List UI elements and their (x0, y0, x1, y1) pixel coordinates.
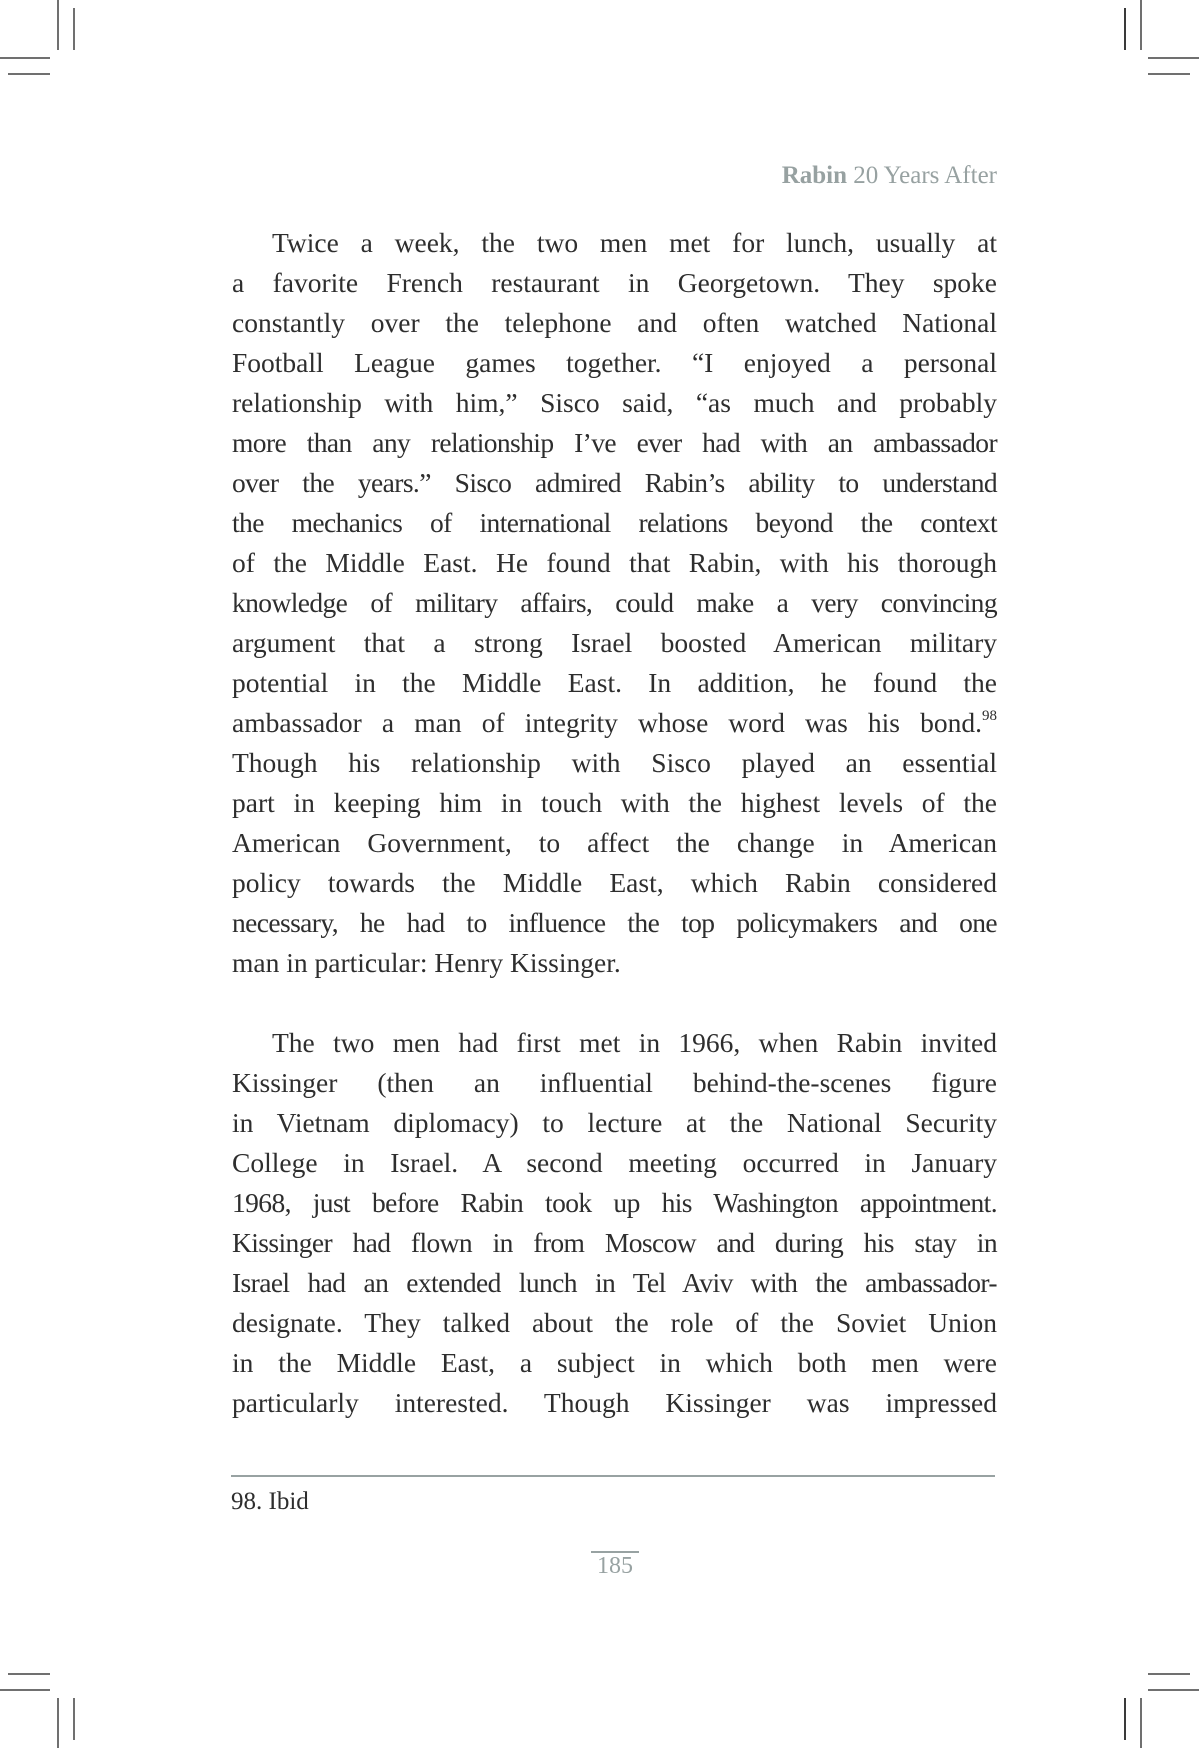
crop-mark-top-right-vertical-outer (1140, 0, 1142, 50)
crop-mark-top-left-vertical-inner (73, 8, 75, 50)
text-line-with-footnote-ref (232, 703, 997, 743)
paragraph-2 (232, 1023, 997, 1423)
text-line: Israel had an extended lunch in Tel Aviv with the ambassador- (232, 1267, 997, 1298)
footnote-separator (231, 1475, 995, 1477)
text-line: American Government, to affect the change in American (232, 827, 997, 858)
footnote-98: 98. Ibid (231, 1488, 309, 1515)
crop-mark-bottom-left-horizontal-inner (8, 1673, 50, 1675)
text-line: potential in the Middle East. In addition, he found the (232, 667, 997, 698)
running-head-book-title: Rabin (781, 162, 847, 189)
text-line: College in Israel. A second meeting occurred in January (232, 1147, 997, 1178)
page-number: 185 (597, 1553, 633, 1579)
text-line: 1968, just before Rabin took up his Washington appointment. (232, 1187, 997, 1218)
text-line: policy towards the Middle East, which Rabin considered (232, 867, 997, 898)
crop-mark-bottom-left-vertical-outer (57, 1698, 59, 1748)
crop-mark-bottom-right-horizontal-inner (1148, 1673, 1190, 1675)
text-line: Twice a week, the two men met for lunch, usually at (272, 227, 997, 258)
crop-mark-bottom-right-horizontal-outer (1148, 1689, 1199, 1691)
text-line: ambassador a man of integrity whose word was his bond. (232, 707, 982, 738)
text-line: constantly over the telephone and often watched National (232, 307, 997, 338)
crop-mark-bottom-left-vertical-inner (73, 1698, 75, 1740)
text-line: argument that a strong Israel boosted American military (232, 627, 997, 658)
crop-mark-top-left-horizontal-inner (8, 73, 50, 75)
crop-mark-top-right-horizontal-inner (1148, 73, 1190, 75)
text-line: Kissinger (then an influential behind-the-scenes figure (232, 1067, 997, 1098)
text-line: The two men had first met in 1966, when Rabin invited (272, 1027, 997, 1058)
text-line: the mechanics of international relations beyond the context (232, 507, 997, 538)
text-line: designate. They talked about the role of the Soviet Union (232, 1307, 997, 1338)
text-line: a favorite French restaurant in Georgetown. They spoke (232, 267, 997, 298)
text-line: particularly interested. Though Kissinger was impressed (232, 1387, 997, 1418)
footnote-reference[interactable]: 98 (982, 708, 997, 724)
text-line: necessary, he had to influence the top policymakers and one (232, 907, 997, 938)
text-line: Though his relationship with Sisco played an essential (232, 747, 997, 778)
text-line: Kissinger had flown in from Moscow and during his stay in (232, 1227, 997, 1258)
crop-mark-bottom-right-vertical-outer (1140, 1698, 1142, 1748)
text-line: knowledge of military affairs, could make a very convincing (232, 587, 997, 618)
text-line: more than any relationship I’ve ever had with an ambassador (232, 427, 997, 458)
text-line: Football League games together. “I enjoyed a personal (232, 347, 997, 378)
text-line: in Vietnam diplomacy) to lecture at the National Security (232, 1107, 997, 1138)
paragraph-1 (232, 223, 997, 983)
crop-mark-top-left-horizontal-outer (0, 57, 50, 59)
running-head (782, 162, 997, 190)
text-line: in the Middle East, a subject in which both men were (232, 1347, 997, 1378)
body-text (232, 223, 997, 1423)
crop-mark-bottom-left-horizontal-outer (0, 1689, 50, 1691)
text-line: over the years.” Sisco admired Rabin’s ability to understand (232, 467, 997, 498)
text-line: part in keeping him in touch with the highest levels of the (232, 787, 997, 818)
crop-mark-top-left-vertical-outer (57, 0, 59, 50)
text-line: relationship with him,” Sisco said, “as much and probably (232, 387, 997, 418)
crop-mark-bottom-right-vertical-inner (1124, 1698, 1126, 1740)
text-line: man in particular: Henry Kissinger. (232, 947, 621, 978)
text-line: of the Middle East. He found that Rabin, with his thorough (232, 547, 997, 578)
crop-mark-top-right-vertical-inner (1124, 8, 1126, 50)
crop-mark-top-right-horizontal-outer (1148, 57, 1199, 59)
running-head-subtitle: 20 Years After (847, 162, 997, 189)
